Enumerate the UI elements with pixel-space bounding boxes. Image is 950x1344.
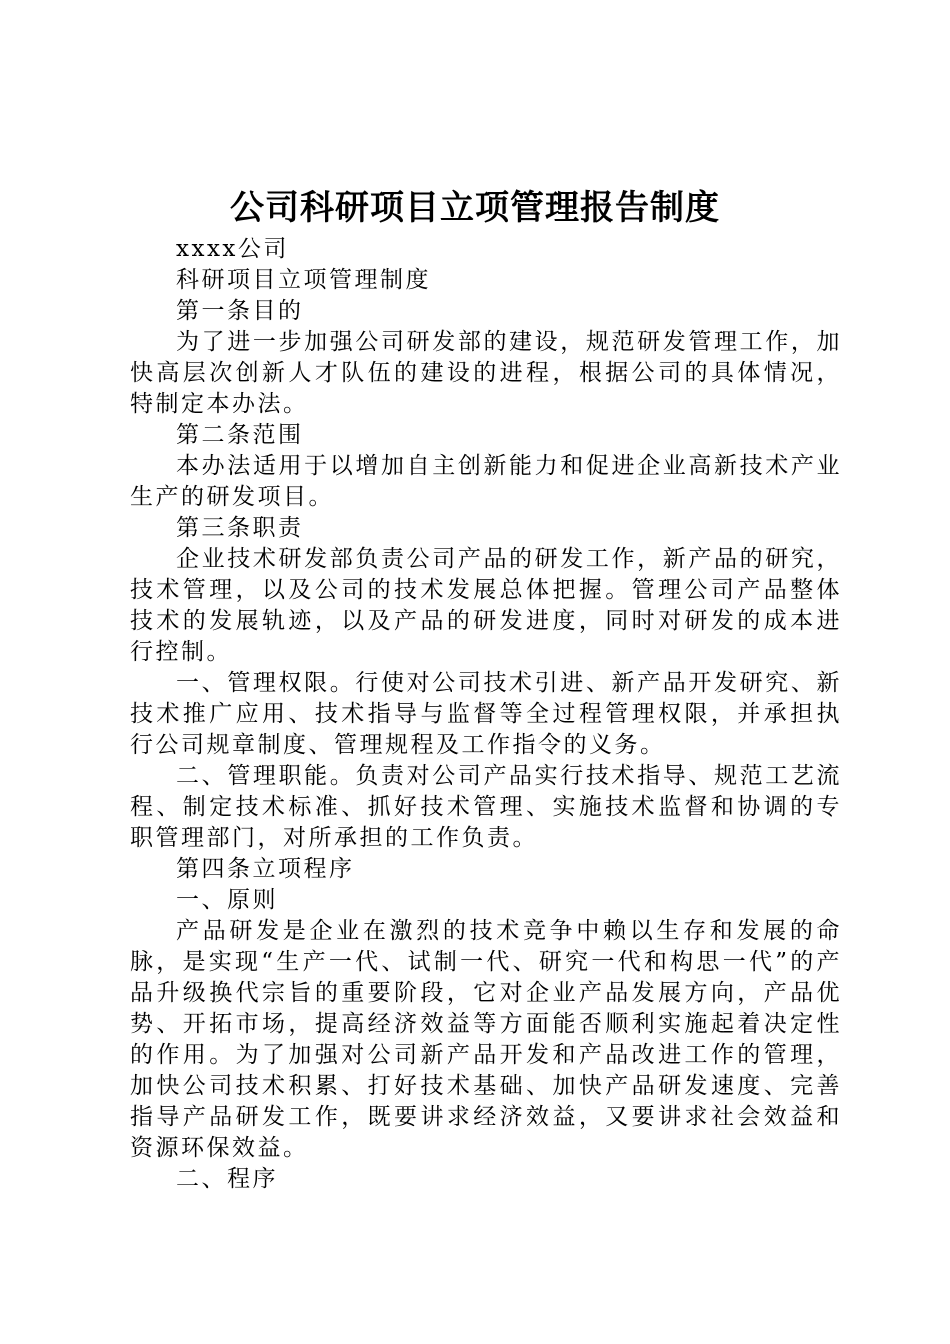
article-4-section-1-text: 产品研发是企业在激烈的技术竞争中赖以生存和发展的命脉，是实现“生产一代、试制一代、研究一代和构思一代”的产品升级换代宗旨的重要阶段，它对企业产品发展方向，产品优势、开拓市场，提高经济效益等方面能否顺利实施起着决定性的作用。为了加强对公司新产品开发和产品改进工作的管理，加快公司技术积累、打好技术基础、加快产品研发速度、完善指导产品研发工作，既要讲求经济效益，又要讲求社会效益和资源环保效益。 xyxy=(130,918,842,1161)
article-1-text: 为了进一步加强公司研发部的建设，规范研发管理工作，加快高层次创新人才队伍的建设的进程，根据公司的具体情况，特制定本办法。 xyxy=(130,329,842,417)
article-3-heading: 第三条职责 xyxy=(176,515,304,541)
article-4-heading: 第四条立项程序 xyxy=(176,856,355,882)
document-body xyxy=(130,234,842,1195)
document-title: 公司科研项目立项管理报告制度 xyxy=(230,188,720,228)
subtitle-line: 科研项目立项管理制度 xyxy=(176,267,431,293)
article-2-text: 本办法适用于以增加自主创新能力和促进企业高新技术产业生产的研发项目。 xyxy=(130,453,842,510)
article-3-item-1: 一、管理权限。行使对公司技术引进、新产品开发研究、新技术推广应用、技术指导与监督等全过程管理权限，并承担执行公司规章制度、管理规程及工作指令的义务。 xyxy=(130,670,842,758)
article-3-text: 企业技术研发部负责公司产品的研发工作，新产品的研究，技术管理，以及公司的技术发展总体把握。管理公司产品整体技术的发展轨迹，以及产品的研发进度，同时对研发的成本进行控制。 xyxy=(130,546,842,665)
article-4-section-1-heading: 一、原则 xyxy=(176,887,278,913)
article-4-section-2-heading: 二、程序 xyxy=(176,1166,278,1192)
company-name-line: xxxx公司 xyxy=(176,236,289,262)
article-3-item-2: 二、管理职能。负责对公司产品实行技术指导、规范工艺流程、制定技术标准、抓好技术管理、实施技术监督和协调的专职管理部门，对所承担的工作负责。 xyxy=(130,763,842,851)
article-2-heading: 第二条范围 xyxy=(176,422,304,448)
article-1-heading: 第一条目的 xyxy=(176,298,304,324)
